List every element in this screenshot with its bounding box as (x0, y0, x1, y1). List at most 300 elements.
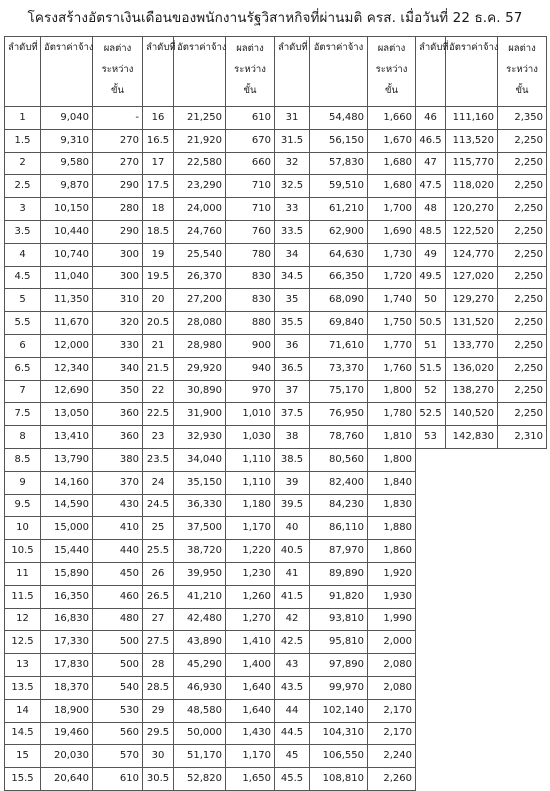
level-cell: 17.5 (143, 175, 174, 198)
rate-cell: 57,830 (310, 152, 368, 175)
difference-cell: 1,110 (226, 448, 275, 471)
rate-cell: 73,370 (310, 357, 368, 380)
empty-cell (416, 494, 446, 517)
level-cell: 12.5 (5, 631, 41, 654)
header-difference-line: ระหว่าง (506, 64, 538, 75)
header-difference (93, 37, 143, 107)
header-difference (368, 37, 416, 107)
level-cell: 47.5 (416, 175, 446, 198)
level-cell: 18.5 (143, 220, 174, 243)
level-cell: 28 (143, 654, 174, 677)
header-difference-line: ระหว่าง (234, 64, 266, 75)
rate-cell: 56,150 (310, 129, 368, 152)
rate-cell: 133,770 (446, 334, 498, 357)
difference-cell: 1,010 (226, 403, 275, 426)
empty-cell (416, 585, 446, 608)
rate-cell: 102,140 (310, 699, 368, 722)
rate-cell: 140,520 (446, 403, 498, 426)
rate-cell: 11,350 (41, 289, 93, 312)
difference-cell: 500 (93, 654, 143, 677)
header-difference (226, 37, 275, 107)
header-difference-line: ระหว่าง (101, 64, 134, 75)
rate-cell: 136,020 (446, 357, 498, 380)
empty-cell (498, 494, 547, 517)
difference-cell: 1,920 (368, 562, 416, 585)
difference-cell: 1,680 (368, 175, 416, 198)
difference-cell: 900 (226, 334, 275, 357)
difference-cell: 830 (226, 266, 275, 289)
rate-cell: 97,890 (310, 654, 368, 677)
table-row (5, 608, 547, 631)
rate-cell: 42,480 (174, 608, 226, 631)
level-cell: 26 (143, 562, 174, 585)
difference-cell: 2,250 (498, 175, 547, 198)
rate-cell: 127,020 (446, 266, 498, 289)
table-row (5, 220, 547, 243)
rate-cell: 32,930 (174, 426, 226, 449)
rate-cell: 19,460 (41, 722, 93, 745)
difference-cell: 1,170 (226, 517, 275, 540)
empty-cell (416, 722, 446, 745)
difference-cell: 1,220 (226, 540, 275, 563)
difference-cell: 460 (93, 585, 143, 608)
difference-cell: 1,660 (368, 107, 416, 130)
level-cell: 27 (143, 608, 174, 631)
level-cell: 1 (5, 107, 41, 130)
rate-cell: 12,690 (41, 380, 93, 403)
level-cell: 37 (275, 380, 310, 403)
level-cell: 49.5 (416, 266, 446, 289)
difference-cell: 2,250 (498, 198, 547, 221)
difference-cell: 270 (93, 152, 143, 175)
empty-cell (446, 676, 498, 699)
difference-cell: 1,840 (368, 471, 416, 494)
table-row (5, 129, 547, 152)
level-cell: 30 (143, 745, 174, 768)
empty-cell (416, 745, 446, 768)
difference-cell: 1,110 (226, 471, 275, 494)
rate-cell: 64,630 (310, 243, 368, 266)
rate-cell: 18,370 (41, 676, 93, 699)
rate-cell: 50,000 (174, 722, 226, 745)
rate-cell: 20,640 (41, 768, 93, 791)
level-cell: 16.5 (143, 129, 174, 152)
level-cell: 10 (5, 517, 41, 540)
level-cell: 29 (143, 699, 174, 722)
difference-cell: 710 (226, 198, 275, 221)
level-cell: 16 (143, 107, 174, 130)
level-cell: 42 (275, 608, 310, 631)
difference-cell: 450 (93, 562, 143, 585)
table-row (5, 198, 547, 221)
level-cell: 38.5 (275, 448, 310, 471)
difference-cell: 320 (93, 312, 143, 335)
level-cell: 27.5 (143, 631, 174, 654)
difference-cell: 2,260 (368, 768, 416, 791)
difference-cell: 1,690 (368, 220, 416, 243)
rate-cell: 10,150 (41, 198, 93, 221)
rate-cell: 91,820 (310, 585, 368, 608)
empty-cell (498, 471, 547, 494)
rate-cell: 95,810 (310, 631, 368, 654)
rate-cell: 61,210 (310, 198, 368, 221)
difference-cell: 1,830 (368, 494, 416, 517)
difference-cell: 1,730 (368, 243, 416, 266)
level-cell: 1.5 (5, 129, 41, 152)
difference-cell: 2,250 (498, 312, 547, 335)
level-cell: 40 (275, 517, 310, 540)
level-cell: 35.5 (275, 312, 310, 335)
empty-cell (498, 517, 547, 540)
difference-cell: 370 (93, 471, 143, 494)
level-cell: 21.5 (143, 357, 174, 380)
difference-cell: 300 (93, 243, 143, 266)
level-cell: 46.5 (416, 129, 446, 152)
rate-cell: 43,890 (174, 631, 226, 654)
level-cell: 11.5 (5, 585, 41, 608)
difference-cell: 1,270 (226, 608, 275, 631)
difference-cell: 300 (93, 266, 143, 289)
difference-cell: 780 (226, 243, 275, 266)
empty-cell (498, 722, 547, 745)
rate-cell: 18,900 (41, 699, 93, 722)
difference-cell: 2,250 (498, 289, 547, 312)
rate-cell: 115,770 (446, 152, 498, 175)
empty-cell (446, 699, 498, 722)
rate-cell: 27,200 (174, 289, 226, 312)
header-difference (498, 37, 547, 107)
rate-cell: 89,890 (310, 562, 368, 585)
level-cell: 42.5 (275, 631, 310, 654)
difference-cell: 2,250 (498, 129, 547, 152)
table-row (5, 312, 547, 335)
rate-cell: 93,810 (310, 608, 368, 631)
table-row (5, 585, 547, 608)
level-cell: 7 (5, 380, 41, 403)
difference-cell: 760 (226, 220, 275, 243)
difference-cell: 1,770 (368, 334, 416, 357)
rate-cell: 15,440 (41, 540, 93, 563)
difference-cell: 270 (93, 129, 143, 152)
rate-cell: 13,050 (41, 403, 93, 426)
difference-cell: 1,260 (226, 585, 275, 608)
difference-cell: 2,310 (498, 426, 547, 449)
rate-cell: 76,950 (310, 403, 368, 426)
level-cell: 45.5 (275, 768, 310, 791)
empty-cell (498, 562, 547, 585)
empty-cell (446, 585, 498, 608)
rate-cell: 38,720 (174, 540, 226, 563)
level-cell: 31.5 (275, 129, 310, 152)
rate-cell: 138,270 (446, 380, 498, 403)
rate-cell: 9,870 (41, 175, 93, 198)
table-row (5, 380, 547, 403)
level-cell: 5 (5, 289, 41, 312)
rate-cell: 131,520 (446, 312, 498, 335)
rate-cell: 9,580 (41, 152, 93, 175)
table-body (5, 107, 547, 791)
difference-cell: 2,250 (498, 334, 547, 357)
empty-cell (416, 562, 446, 585)
rate-cell: 11,670 (41, 312, 93, 335)
rate-cell: 71,610 (310, 334, 368, 357)
table-row (5, 631, 547, 654)
table-row (5, 540, 547, 563)
rate-cell: 25,540 (174, 243, 226, 266)
rate-cell: 120,270 (446, 198, 498, 221)
empty-cell (416, 631, 446, 654)
level-cell: 19.5 (143, 266, 174, 289)
header-rate: อัตราค่าจ้าง (174, 37, 226, 107)
rate-cell: 99,970 (310, 676, 368, 699)
table-row (5, 266, 547, 289)
level-cell: 34 (275, 243, 310, 266)
empty-cell (498, 631, 547, 654)
empty-cell (498, 699, 547, 722)
rate-cell: 24,000 (174, 198, 226, 221)
empty-cell (498, 585, 547, 608)
level-cell: 22 (143, 380, 174, 403)
rate-cell: 45,290 (174, 654, 226, 677)
header-difference-line: ขั้น (111, 85, 124, 96)
difference-cell: 2,000 (368, 631, 416, 654)
rate-cell: 118,020 (446, 175, 498, 198)
difference-cell: 2,250 (498, 380, 547, 403)
level-cell: 15 (5, 745, 41, 768)
table-row (5, 175, 547, 198)
rate-cell: 21,250 (174, 107, 226, 130)
table-row (5, 494, 547, 517)
difference-cell: 1,230 (226, 562, 275, 585)
difference-cell: 430 (93, 494, 143, 517)
difference-cell: 290 (93, 220, 143, 243)
level-cell: 51.5 (416, 357, 446, 380)
difference-cell: 2,170 (368, 722, 416, 745)
level-cell: 25 (143, 517, 174, 540)
empty-cell (498, 676, 547, 699)
header-difference-line: ผลต่าง (236, 43, 264, 54)
rate-cell: 106,550 (310, 745, 368, 768)
difference-cell: 1,720 (368, 266, 416, 289)
level-cell: 38 (275, 426, 310, 449)
difference-cell: 1,860 (368, 540, 416, 563)
header-difference-line: ขั้น (515, 85, 529, 96)
level-cell: 33.5 (275, 220, 310, 243)
rate-cell: 37,500 (174, 517, 226, 540)
rate-cell: 14,590 (41, 494, 93, 517)
level-cell: 20.5 (143, 312, 174, 335)
level-cell: 6 (5, 334, 41, 357)
rate-cell: 22,580 (174, 152, 226, 175)
rate-cell: 17,830 (41, 654, 93, 677)
level-cell: 6.5 (5, 357, 41, 380)
level-cell: 50 (416, 289, 446, 312)
document-title: โครงสร้างอัตราเงินเดือนของพนักงานรัฐวิสาหกิจที่ผ่านมติ ครส. เมื่อวันที่ 22 ธ.ค. 57 (27, 10, 523, 26)
difference-cell: 360 (93, 403, 143, 426)
empty-cell (416, 448, 446, 471)
empty-cell (416, 471, 446, 494)
rate-cell: 13,790 (41, 448, 93, 471)
difference-cell: 670 (226, 129, 275, 152)
level-cell: 39.5 (275, 494, 310, 517)
rate-cell: 35,150 (174, 471, 226, 494)
table-row (5, 243, 547, 266)
difference-cell: 2,080 (368, 654, 416, 677)
level-cell: 52.5 (416, 403, 446, 426)
level-cell: 46 (416, 107, 446, 130)
table-row (5, 676, 547, 699)
rate-cell: 113,520 (446, 129, 498, 152)
difference-cell: - (93, 107, 143, 130)
rate-cell: 78,760 (310, 426, 368, 449)
difference-cell: 2,250 (498, 243, 547, 266)
level-cell: 14 (5, 699, 41, 722)
empty-cell (446, 631, 498, 654)
level-cell: 32.5 (275, 175, 310, 198)
difference-cell: 1,700 (368, 198, 416, 221)
level-cell: 43 (275, 654, 310, 677)
difference-cell: 530 (93, 699, 143, 722)
header-difference-line: ระหว่าง (375, 64, 408, 75)
empty-cell (446, 448, 498, 471)
difference-cell: 940 (226, 357, 275, 380)
difference-cell: 2,250 (498, 220, 547, 243)
difference-cell: 480 (93, 608, 143, 631)
empty-cell (446, 768, 498, 791)
difference-cell: 1,170 (226, 745, 275, 768)
difference-cell: 560 (93, 722, 143, 745)
rate-cell: 75,170 (310, 380, 368, 403)
level-cell: 21 (143, 334, 174, 357)
difference-cell: 1,990 (368, 608, 416, 631)
difference-cell: 710 (226, 175, 275, 198)
level-cell: 17 (143, 152, 174, 175)
empty-cell (416, 699, 446, 722)
empty-cell (416, 676, 446, 699)
rate-cell: 54,480 (310, 107, 368, 130)
empty-cell (446, 608, 498, 631)
level-cell: 28.5 (143, 676, 174, 699)
level-cell: 30.5 (143, 768, 174, 791)
rate-cell: 13,410 (41, 426, 93, 449)
header-difference-line: ขั้น (385, 85, 398, 96)
empty-cell (498, 745, 547, 768)
difference-cell: 360 (93, 426, 143, 449)
rate-cell: 17,330 (41, 631, 93, 654)
difference-cell: 1,740 (368, 289, 416, 312)
level-cell: 41 (275, 562, 310, 585)
difference-cell: 570 (93, 745, 143, 768)
difference-cell: 1,880 (368, 517, 416, 540)
level-cell: 48.5 (416, 220, 446, 243)
table-row (5, 403, 547, 426)
level-cell: 43.5 (275, 676, 310, 699)
difference-cell: 880 (226, 312, 275, 335)
rate-cell: 69,840 (310, 312, 368, 335)
difference-cell: 1,400 (226, 654, 275, 677)
level-cell: 24 (143, 471, 174, 494)
table-row (5, 722, 547, 745)
level-cell: 20 (143, 289, 174, 312)
rate-cell: 9,040 (41, 107, 93, 130)
rate-cell: 23,290 (174, 175, 226, 198)
rate-cell: 48,580 (174, 699, 226, 722)
rate-cell: 12,000 (41, 334, 93, 357)
rate-cell: 84,230 (310, 494, 368, 517)
level-cell: 51 (416, 334, 446, 357)
empty-cell (446, 654, 498, 677)
level-cell: 52 (416, 380, 446, 403)
empty-cell (498, 768, 547, 791)
table-row (5, 152, 547, 175)
level-cell: 13 (5, 654, 41, 677)
rate-cell: 87,970 (310, 540, 368, 563)
table-row (5, 448, 547, 471)
header-difference-line: ผลต่าง (508, 43, 536, 54)
empty-cell (498, 608, 547, 631)
level-cell: 33 (275, 198, 310, 221)
difference-cell: 330 (93, 334, 143, 357)
rate-cell: 20,030 (41, 745, 93, 768)
empty-cell (498, 654, 547, 677)
table-row (5, 768, 547, 791)
difference-cell: 2,250 (498, 403, 547, 426)
difference-cell: 1,640 (226, 676, 275, 699)
empty-cell (446, 517, 498, 540)
difference-cell: 380 (93, 448, 143, 471)
rate-cell: 31,900 (174, 403, 226, 426)
level-cell: 47 (416, 152, 446, 175)
header-difference-line: ผลต่าง (103, 43, 132, 54)
difference-cell: 1,810 (368, 426, 416, 449)
difference-cell: 280 (93, 198, 143, 221)
level-cell: 10.5 (5, 540, 41, 563)
rate-cell: 36,330 (174, 494, 226, 517)
level-cell: 3 (5, 198, 41, 221)
level-cell: 7.5 (5, 403, 41, 426)
level-cell: 39 (275, 471, 310, 494)
empty-cell (446, 540, 498, 563)
difference-cell: 830 (226, 289, 275, 312)
difference-cell: 1,800 (368, 380, 416, 403)
salary-table (4, 36, 547, 791)
difference-cell: 610 (226, 107, 275, 130)
table-row (5, 357, 547, 380)
level-cell: 49 (416, 243, 446, 266)
rate-cell: 51,170 (174, 745, 226, 768)
level-cell: 12 (5, 608, 41, 631)
rate-cell: 15,890 (41, 562, 93, 585)
level-cell: 36.5 (275, 357, 310, 380)
level-cell: 3.5 (5, 220, 41, 243)
header-rate: อัตราค่าจ้าง (41, 37, 93, 107)
rate-cell: 21,920 (174, 129, 226, 152)
table-row (5, 334, 547, 357)
difference-cell: 1,930 (368, 585, 416, 608)
difference-cell: 2,250 (498, 152, 547, 175)
rate-cell: 82,400 (310, 471, 368, 494)
rate-cell: 10,440 (41, 220, 93, 243)
level-cell: 11 (5, 562, 41, 585)
level-cell: 29.5 (143, 722, 174, 745)
difference-cell: 2,350 (498, 107, 547, 130)
level-cell: 23.5 (143, 448, 174, 471)
header-rate: อัตราค่าจ้าง (446, 37, 498, 107)
rate-cell: 14,160 (41, 471, 93, 494)
rate-cell: 24,760 (174, 220, 226, 243)
header-level: ลำดับที่ (5, 37, 41, 107)
rate-cell: 34,040 (174, 448, 226, 471)
